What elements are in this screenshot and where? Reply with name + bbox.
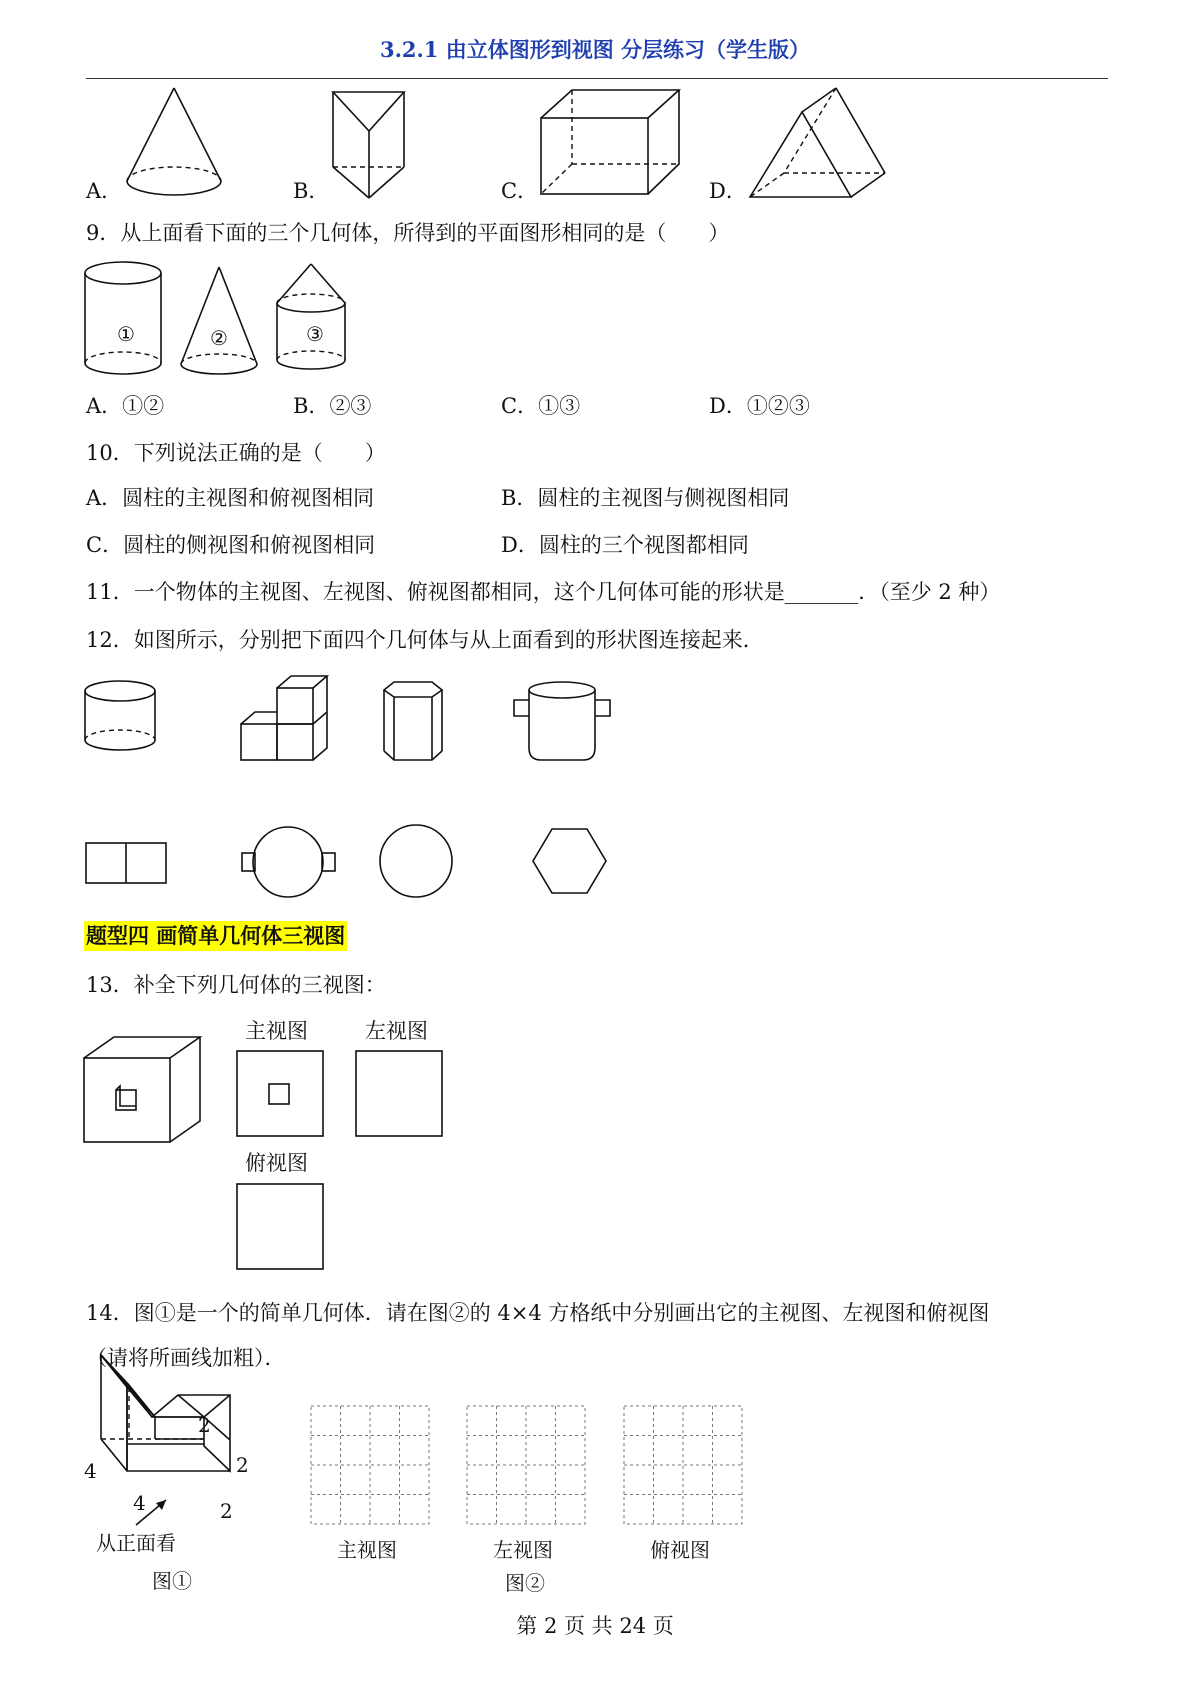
q14-dim-2b: 2 <box>236 1453 249 1477</box>
q14-grid-label-front: 主视图 <box>337 1538 397 1562</box>
page-title: 3.2.1 由立体图形到视图 分层练习（学生版） <box>379 37 811 62</box>
q14-grid-label-left: 左视图 <box>493 1538 553 1562</box>
q14-grid-front <box>311 1406 429 1524</box>
page-footer: 第 2 页 共 24 页 <box>516 1614 674 1638</box>
q8-option-a: A． <box>86 179 123 203</box>
q8-option-d: D． <box>709 179 747 203</box>
q9-option-c: C．①③ <box>501 394 581 418</box>
q14-dim-2c: 2 <box>220 1499 233 1523</box>
q14-grid-label-top: 俯视图 <box>650 1538 710 1562</box>
section-heading: 题型四 画简单几何体三视图 <box>84 921 347 951</box>
q14-stem-line1: 14．图①是一个的简单几何体．请在图②的 4×4 方格纸中分别画出它的主视图、左视图和俯视图 <box>86 1301 990 1325</box>
q14-dim-2a: 2 <box>198 1413 211 1437</box>
q14-grid-top <box>624 1406 742 1524</box>
q12-stem: 12．如图所示，分别把下面四个几何体与从上面看到的形状图连接起来． <box>86 628 764 652</box>
q10-stem: 10．下列说法正确的是（ ） <box>86 441 386 465</box>
q9-label-2: ② <box>210 326 228 350</box>
q9-option-a: A．①② <box>86 394 165 418</box>
q10-option-a: A．圆柱的主视图和俯视图相同 <box>86 486 375 510</box>
q14-stem-line2: （请将所画线加粗）． <box>86 1346 286 1370</box>
q9-label-1: ① <box>117 322 135 346</box>
q10-option-b: B．圆柱的主视图与侧视图相同 <box>501 486 790 510</box>
q14-fig1-caption: 图① <box>152 1569 192 1593</box>
q10-option-c: C．圆柱的侧视图和俯视图相同 <box>86 533 376 557</box>
q10-option-d: D．圆柱的三个视图都相同 <box>501 533 749 557</box>
q14-arrow-label: 从正面看 <box>96 1531 176 1555</box>
q14-dim-4a: 4 <box>84 1459 97 1483</box>
q13-label-top: 俯视图 <box>245 1151 308 1175</box>
q8-option-b: B． <box>293 179 330 203</box>
q9-option-d: D．①②③ <box>709 394 810 418</box>
q13-label-left: 左视图 <box>365 1019 428 1043</box>
q13-stem: 13．补全下列几何体的三视图： <box>86 973 386 997</box>
q11-stem: 11．一个物体的主视图、左视图、俯视图都相同，这个几何体可能的形状是_______．（至少 2 种） <box>86 580 1001 604</box>
q14-grid-left <box>467 1406 585 1524</box>
q14-dim-4b: 4 <box>133 1491 146 1515</box>
q9-stem: 9．从上面看下面的三个几何体，所得到的平面图形相同的是（ ） <box>86 221 730 245</box>
q9-option-b: B．②③ <box>293 394 372 418</box>
q14-fig2-caption: 图② <box>505 1571 545 1595</box>
q9-label-3: ③ <box>306 322 324 346</box>
q13-label-front: 主视图 <box>245 1019 308 1043</box>
q8-option-c: C． <box>501 179 539 203</box>
